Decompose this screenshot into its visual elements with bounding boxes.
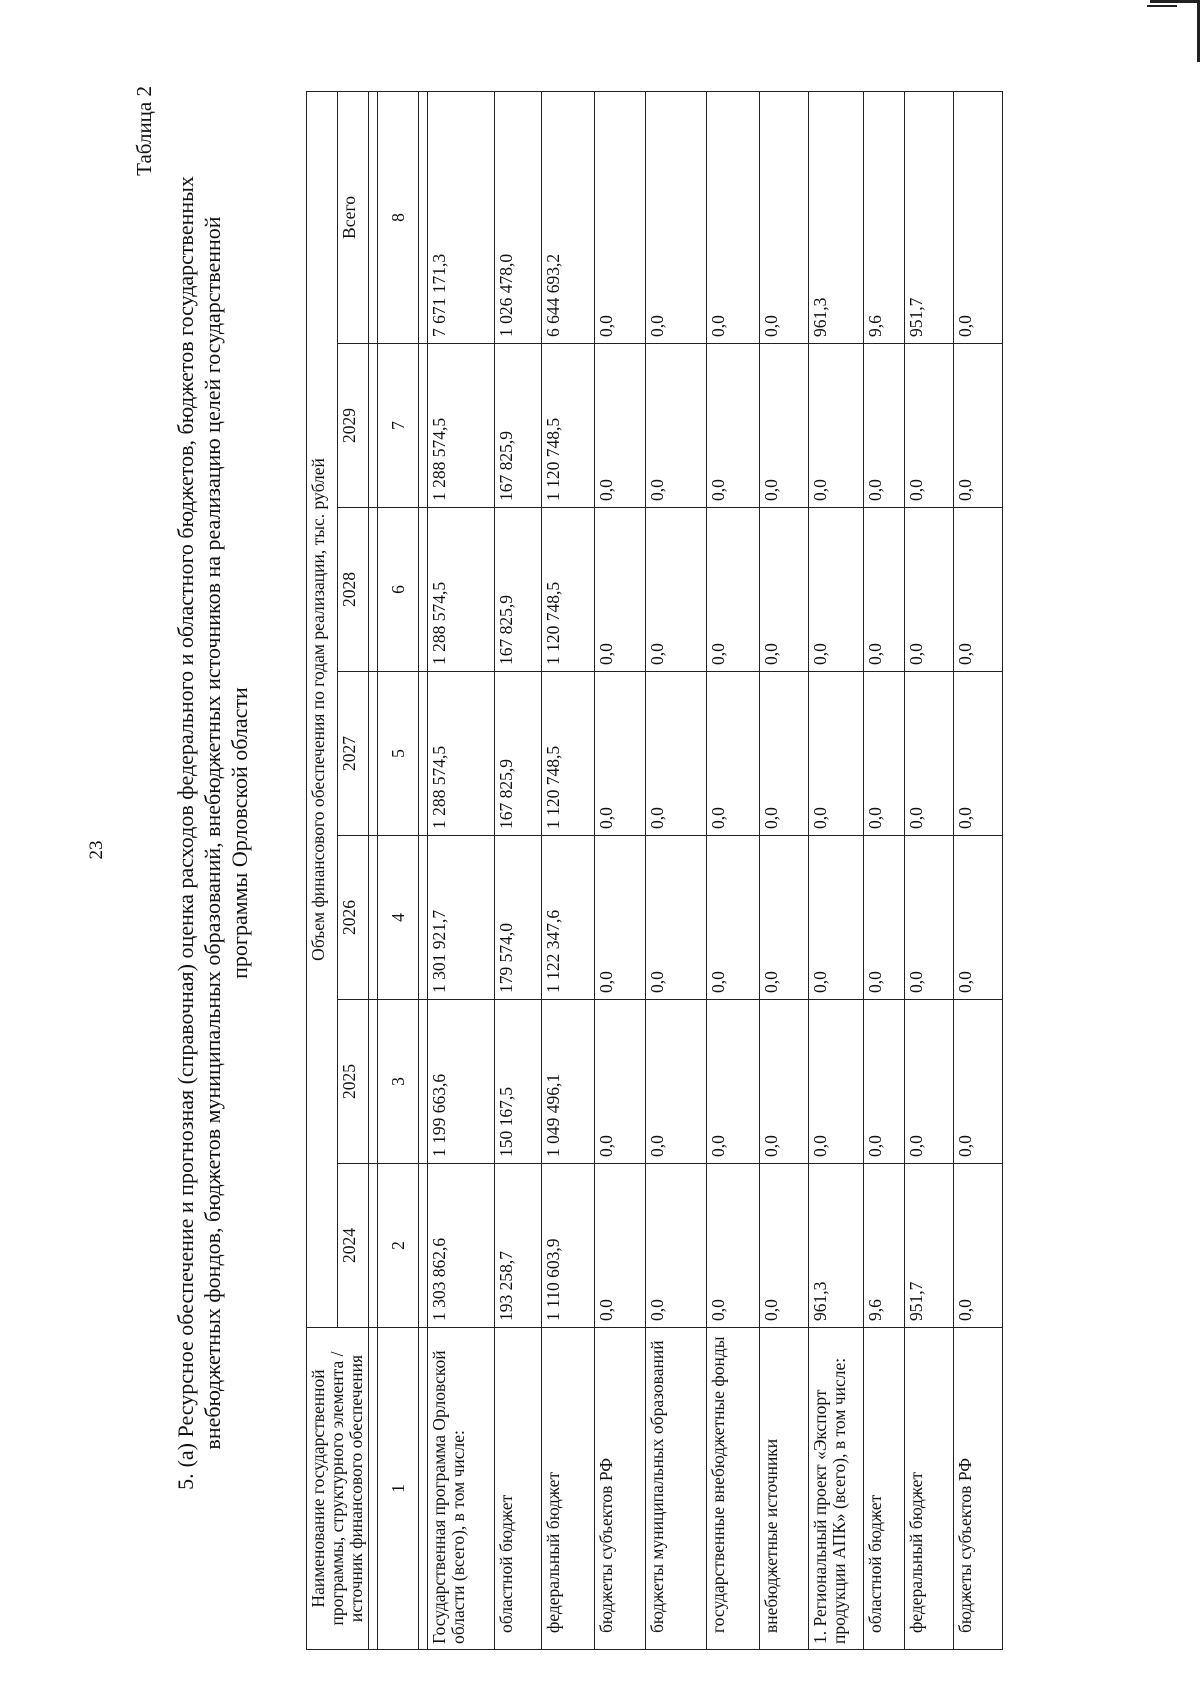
- value-cell: 0,0: [809, 508, 864, 672]
- row-name: федеральный бюджет: [905, 1328, 954, 1650]
- total-cell: 6 644 693,2: [542, 92, 595, 344]
- column-index: 8: [378, 92, 419, 344]
- header-name-cell: Наименование государственной программы, структурного элемента / источник финансового обеспечения: [307, 1328, 369, 1650]
- value-cell: 1 120 748,5: [542, 508, 595, 672]
- value-cell: 0,0: [809, 672, 864, 836]
- document-title: [172, 168, 253, 1498]
- value-cell: 1 122 347,6: [542, 836, 595, 1000]
- value-cell: 0,0: [809, 344, 864, 508]
- value-cell: 0,0: [760, 672, 809, 836]
- row-name: областной бюджет: [864, 1328, 905, 1650]
- value-cell: 0,0: [595, 1000, 646, 1164]
- total-cell: 0,0: [760, 92, 809, 344]
- section-number: 5.: [173, 1473, 198, 1490]
- value-cell: 1 301 921,7: [428, 836, 495, 1000]
- value-cell: 1 110 603,9: [542, 1164, 595, 1328]
- value-cell: 0,0: [707, 344, 760, 508]
- column-index-row: [378, 92, 419, 1650]
- value-cell: 0,0: [954, 344, 1003, 508]
- page-number: 23: [86, 840, 107, 860]
- value-cell: 0,0: [707, 1164, 760, 1328]
- value-cell: 0,0: [646, 836, 707, 1000]
- row-name: бюджеты субъектов РФ: [954, 1328, 1003, 1650]
- value-cell: 961,3: [809, 1164, 864, 1328]
- row-name: федеральный бюджет: [542, 1328, 595, 1650]
- row-name: государственные внебюджетные фонды: [707, 1328, 760, 1650]
- value-cell: 0,0: [954, 508, 1003, 672]
- value-cell: 1 288 574,5: [428, 344, 495, 508]
- value-cell: 0,0: [905, 508, 954, 672]
- value-cell: 0,0: [864, 836, 905, 1000]
- table-row: [864, 92, 905, 1650]
- value-cell: 1 120 748,5: [542, 344, 595, 508]
- table-row: [809, 92, 864, 1650]
- row-name: 1. Региональный проект «Экспорт продукции АПК» (всего), в том числе:: [809, 1328, 864, 1650]
- row-name: бюджеты муниципальных образований: [646, 1328, 707, 1650]
- total-cell: 951,7: [905, 92, 954, 344]
- value-cell: 0,0: [595, 672, 646, 836]
- value-cell: 1 288 574,5: [428, 508, 495, 672]
- value-cell: 179 574,0: [495, 836, 542, 1000]
- total-cell: 0,0: [595, 92, 646, 344]
- header-year-cell: 2028: [338, 508, 369, 672]
- table-row: [542, 92, 595, 1650]
- value-cell: 0,0: [864, 508, 905, 672]
- header-year-cell: 2027: [338, 672, 369, 836]
- value-cell: 0,0: [954, 1000, 1003, 1164]
- value-cell: 0,0: [954, 836, 1003, 1000]
- column-index: 5: [378, 672, 419, 836]
- value-cell: 0,0: [646, 508, 707, 672]
- value-cell: 0,0: [707, 508, 760, 672]
- total-cell: 9,6: [864, 92, 905, 344]
- value-cell: 0,0: [760, 1000, 809, 1164]
- row-name: Государственная программа Орловской области (всего), в том числе:: [428, 1328, 495, 1650]
- row-name: бюджеты субъектов РФ: [595, 1328, 646, 1650]
- header-year-cell: 2029: [338, 344, 369, 508]
- total-cell: 7 671 171,3: [428, 92, 495, 344]
- resource-table: [306, 91, 1003, 1650]
- value-cell: 1 303 862,6: [428, 1164, 495, 1328]
- value-cell: 0,0: [905, 672, 954, 836]
- table-row: [760, 92, 809, 1650]
- header-year-cell: 2026: [338, 836, 369, 1000]
- value-cell: 0,0: [905, 344, 954, 508]
- value-cell: 0,0: [760, 508, 809, 672]
- title-text: (а) Ресурсное обеспечение и прогнозная (справочная) оценка расходов федерального и областного бюджетов, бюджетов государственных внебюджетных фондов, бюджетов муниципальных образований, внебюджетных источников на реализацию целей государственной программы Орловской области: [173, 176, 252, 1468]
- value-cell: 0,0: [646, 344, 707, 508]
- table-row: [428, 92, 495, 1650]
- value-cell: 9,6: [864, 1164, 905, 1328]
- value-cell: 0,0: [954, 672, 1003, 836]
- value-cell: 0,0: [707, 672, 760, 836]
- header-year-cell: 2025: [338, 1000, 369, 1164]
- value-cell: 0,0: [760, 1164, 809, 1328]
- value-cell: 0,0: [864, 344, 905, 508]
- table-row: [495, 92, 542, 1650]
- header-group-cell: Объем финансового обеспечения по годам реализации, тыс. рублей: [307, 92, 338, 1328]
- value-cell: 167 825,9: [495, 344, 542, 508]
- value-cell: 0,0: [646, 672, 707, 836]
- header-total-cell: Всего: [338, 92, 369, 344]
- total-cell: 0,0: [646, 92, 707, 344]
- value-cell: 0,0: [905, 1000, 954, 1164]
- value-cell: 0,0: [595, 344, 646, 508]
- value-cell: 0,0: [595, 1164, 646, 1328]
- column-index: 1: [378, 1328, 419, 1650]
- row-name: внебюджетные источники: [760, 1328, 809, 1650]
- table-row: [954, 92, 1003, 1650]
- table-row: [707, 92, 760, 1650]
- column-index: 2: [378, 1164, 419, 1328]
- column-index: 4: [378, 836, 419, 1000]
- header-row-group: [307, 92, 338, 1650]
- column-index: 3: [378, 1000, 419, 1164]
- value-cell: 0,0: [760, 836, 809, 1000]
- value-cell: 0,0: [595, 508, 646, 672]
- column-index: 7: [378, 344, 419, 508]
- value-cell: 1 288 574,5: [428, 672, 495, 836]
- value-cell: 0,0: [707, 836, 760, 1000]
- value-cell: 167 825,9: [495, 508, 542, 672]
- value-cell: 0,0: [646, 1164, 707, 1328]
- value-cell: 1 199 663,6: [428, 1000, 495, 1164]
- value-cell: 193 258,7: [495, 1164, 542, 1328]
- column-index: 6: [378, 508, 419, 672]
- value-cell: 1 049 496,1: [542, 1000, 595, 1164]
- table-row: [905, 92, 954, 1650]
- total-cell: 0,0: [954, 92, 1003, 344]
- value-cell: 1 120 748,5: [542, 672, 595, 836]
- value-cell: 0,0: [760, 344, 809, 508]
- spacer-row: [369, 92, 378, 1650]
- total-cell: 0,0: [707, 92, 760, 344]
- value-cell: 0,0: [809, 836, 864, 1000]
- value-cell: 0,0: [646, 1000, 707, 1164]
- value-cell: 150 167,5: [495, 1000, 542, 1164]
- value-cell: 0,0: [864, 1000, 905, 1164]
- table-row: [595, 92, 646, 1650]
- total-cell: 1 026 478,0: [495, 92, 542, 344]
- value-cell: 951,7: [905, 1164, 954, 1328]
- row-name: областной бюджет: [495, 1328, 542, 1650]
- header-year-cell: 2024: [338, 1164, 369, 1328]
- spacer-row: [419, 92, 428, 1650]
- value-cell: 0,0: [707, 1000, 760, 1164]
- table-label: Таблица 2: [132, 86, 156, 176]
- value-cell: 0,0: [954, 1164, 1003, 1328]
- table-row: [646, 92, 707, 1650]
- value-cell: 167 825,9: [495, 672, 542, 836]
- value-cell: 0,0: [905, 836, 954, 1000]
- total-cell: 961,3: [809, 92, 864, 344]
- value-cell: 0,0: [809, 1000, 864, 1164]
- value-cell: 0,0: [595, 836, 646, 1000]
- value-cell: 0,0: [864, 672, 905, 836]
